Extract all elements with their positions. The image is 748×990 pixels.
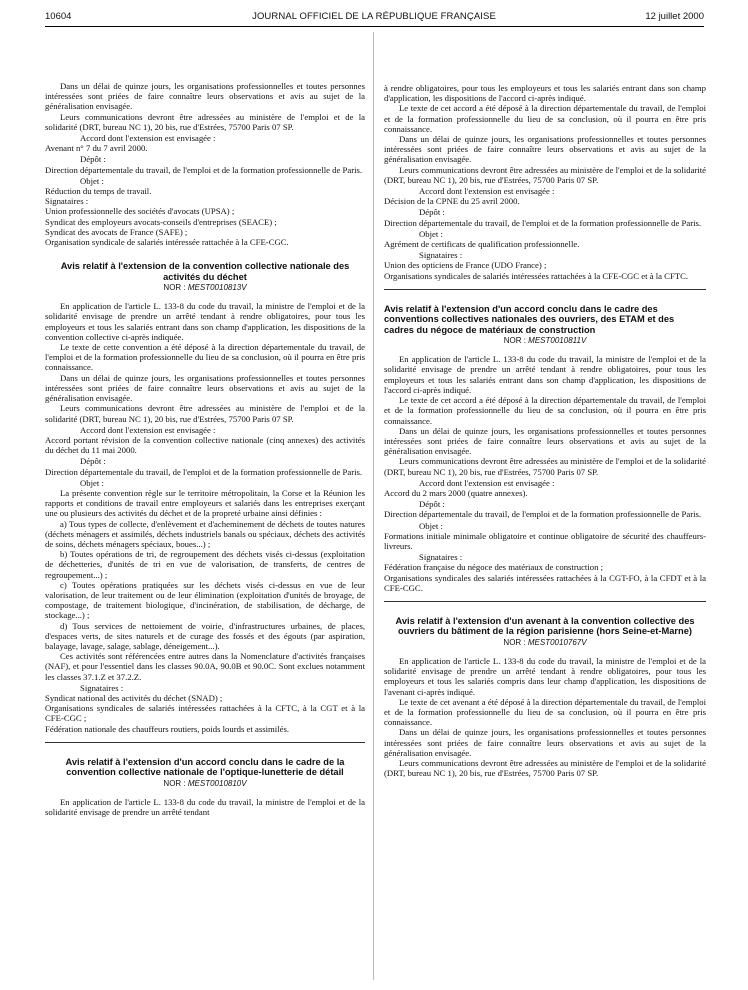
depot-value: Direction départementale du travail, de l'emploi et de la formation professionnelle de Paris. (45, 164, 363, 175)
signataire-item: Syndicat des avocats de France (SAFE) ; (45, 226, 188, 237)
depot-value: Direction départementale du travail, de l'emploi et de la formation professionnelle de Paris. (384, 217, 702, 228)
paragraph: Dans un délai de quinze jours, les organisations professionnelles et toutes personnes intéressées sont priées de faire connaître leurs observations et avis au sujet de la généralisation envisagée. (45, 81, 365, 112)
nor-prefix: NOR : (503, 637, 528, 647)
paragraph: Leurs communications devront être adressées au ministère de l'emploi et de la solidarité (DRT, bureau NC 1), 20 bis, rue d'Estrées, 75700 Paris 07 SP. (45, 403, 365, 424)
paragraph: Leurs communications devront être adressées au ministère de l'emploi et de la solidarité (DRT, bureau NC 1), 20 bis, rue d'Estrées, 75700 Paris 07 SP. (45, 111, 365, 132)
paragraph: Dans un délai de quinze jours, les organisations professionnelles et toutes personnes intéressées sont priées de faire connaître leurs observations et avis au sujet de la généralisation envisagée. (384, 134, 706, 165)
nor-prefix: NOR : (163, 778, 188, 788)
depot-label: Dépôt : (80, 154, 106, 165)
paragraph: En application de l'article L. 133-8 du code du travail, la ministre de l'emploi et de la solidarité envisage de prendre un arrêté tendant à rendre obligatoires, pour tous les employeurs et tous les salariés compris dans leur champ d'application, les dispositions de l'avenant ci-après indiqué. (384, 655, 706, 697)
accord-value: Accord du 2 mars 2000 (quatre annexes). (384, 487, 528, 498)
paragraph: Dans un délai de quinze jours, les organisations professionnelles et toutes personnes intéressées sont priées de faire connaître leurs observations et avis au sujet de la généralisation envisagée. (384, 727, 706, 758)
nor-reference (384, 638, 706, 648)
accord-value: Accord portant révision de la convention collective nationale (cinq annexes) des activités du déchet du 11 mai 2000. (45, 434, 365, 456)
depot-label: Dépôt : (419, 207, 445, 218)
paragraph: En application de l'article L. 133-8 du code du travail, la ministre de l'emploi et de la solidarité envisage de prendre un arrêté tendant (45, 796, 365, 818)
signataires-label: Signataires : (419, 552, 463, 563)
paragraph: b) Toutes opérations de tri, de regroupement des déchets visés ci-dessus (exploitation de déchetteries, d'unités de tri en vue de valorisation, de transferts, de centres de regroupement...) ; (45, 549, 365, 580)
accord-value: Avenant n° 7 du 7 avril 2000. (45, 143, 148, 154)
objet-label: Objet : (419, 520, 443, 531)
page-header (0, 0, 748, 40)
signataires-label: Signataires : (419, 250, 463, 261)
section-title: Avis relatif à l'extension d'un avenant à la convention collective des ouvriers du bâtiment de la région parisienne (hors Seine-et-Marne) (395, 615, 695, 637)
signataire-item: Syndicat national des activités du déchet (SNAD) ; (45, 692, 223, 703)
accord-label: Accord dont l'extension est envisagée : (419, 477, 555, 488)
issue-date: 12 juillet 2000 (645, 11, 704, 22)
nor-reference (45, 283, 365, 293)
right-column (384, 83, 706, 978)
paragraph: En application de l'article L. 133-8 du code du travail, la ministre de l'emploi et de la solidarité envisage de prendre un arrêté tendant à rendre obligatoires, pour tous les employeurs et tous les salariés entrant dans son champ d'application, les dispositions de la convention collective ci-après indiquée. (45, 301, 365, 342)
objet-label: Objet : (80, 477, 104, 488)
paragraph: d) Tous services de nettoiement de voirie, d'infrastructures urbaines, de places, d'espaces verts, de sites naturels et de curage des fossés et des égouts (par aspiration, balayage, lavage, salage, sablage, déneigement...). (45, 620, 365, 651)
paragraph: Leurs communications devront être adressées au ministère de l'emploi et de la solidarité (DRT, bureau NC 1), 20 bis, rue d'Estrées, 75700 Paris 07 SP. (384, 164, 706, 185)
paragraph: a) Tous types de collecte, d'enlèvement et d'acheminement de déchets de toutes natures (déchets ménagers et assimilés, déchets industriels banals ou spéciaux, déchets des activités de soins, déchets ménagers spéciaux, boues...) ; (45, 518, 365, 549)
nor-code: MEST0010767V (527, 637, 587, 647)
paragraph: Le texte de cet accord a été déposé à la direction départementale du travail, de l'emploi et de la formation professionnelle du lieu de sa conclusion, où il pourra en être pris connaissance. (384, 103, 706, 134)
signataire-item: Fédération nationale des chauffeurs routiers, poids lourds et assimilés. (45, 723, 289, 734)
objet-label: Objet : (80, 175, 104, 186)
journal-title: JOURNAL OFFICIEL DE LA RÉPUBLIQUE FRANÇAISE (252, 11, 496, 22)
signataire-item: Union des opticiens de France (UDO France) ; (384, 260, 547, 271)
signataire-item: Organisations syndicales de salariés intéressées rattachées à la CFTC, à la CGT et à la CFE-CGC ; (45, 703, 365, 724)
signataire-item: Fédération française du négoce des matériaux de construction ; (384, 562, 604, 573)
section-title: Avis relatif à l'extension d'un accord conclu dans le cadre de la convention collective nationale de l'optique-lunetterie de détail (65, 756, 345, 778)
paragraph: Le texte de cette convention a été déposé à la direction départementale du travail, de l'emploi et de la formation professionnelle du lieu de sa conclusion, où il pourra en être pris connaissance. (45, 342, 365, 373)
paragraph: La présente convention règle sur le territoire métropolitain, la Corse et la Réunion les rapports et conditions de travail entre employeurs et salariés dans les entreprises exerçant une ou plusieurs des activités du déchet et de la propreté urbaine ainsi définies : (45, 487, 365, 519)
objet-label: Objet : (419, 228, 443, 239)
signataire-item: Syndicat des employeurs avocats-conseils d'entreprises (SEACE) ; (45, 216, 277, 227)
paragraph: c) Toutes opérations pratiquées sur les déchets visés ci-dessus en vue de leur valorisation, de leur traitement ou de leur élimination (exploitation d'unités de broyage, de compostage, de traitement biologique, d'incinération, de stabilisation, de décharge, de stockage...) ; (45, 579, 365, 621)
nor-code: MEST0010811V (528, 336, 587, 346)
depot-value: Direction départementale du travail, de l'emploi et de la formation professionnelle de Paris. (45, 466, 363, 477)
accord-label: Accord dont l'extension est envisagée : (80, 424, 216, 435)
left-column (45, 81, 365, 976)
accord-label: Accord dont l'extension est envisagée : (419, 186, 555, 197)
accord-value: Décision de la CPNE du 25 avril 2000. (384, 196, 520, 207)
nor-code: MEST0010813V (187, 283, 247, 293)
signataires-label: Signataires : (45, 196, 89, 207)
section-separator (384, 601, 706, 602)
page-number: 10604 (45, 11, 72, 22)
signataire-item: Union professionnelle des sociétés d'avocats (UPSA) ; (45, 206, 235, 217)
depot-label: Dépôt : (419, 499, 445, 510)
nor-reference (384, 336, 706, 346)
section-separator (384, 289, 706, 290)
objet-value: Agrément de certificats de qualification professionnelle. (384, 239, 580, 250)
section-title: Avis relatif à l'extension de la convention collective nationale des activités du déchet (60, 261, 350, 282)
paragraph: Le texte de cet avenant a été déposé à la direction départementale du travail, de l'emploi et de la formation professionnelle du lieu de sa conclusion, où il pourra en être pris connaissance. (384, 696, 706, 728)
depot-label: Dépôt : (80, 456, 106, 467)
header-rule (45, 26, 704, 27)
column-divider (373, 32, 374, 980)
paragraph: Dans un délai de quinze jours, les organisations professionnelles et toutes personnes intéressées sont priées de faire connaître leurs observations et avis au sujet de la généralisation envisagée. (45, 372, 365, 404)
nor-code: MEST0010810V (187, 778, 247, 788)
signataire-item: Organisation syndicale de salariés intéressée rattachée à la CFE-CGC. (45, 237, 289, 248)
section-title: Avis relatif à l'extension d'un accord conclu dans le cadre des conventions collectives nationales des ouvriers, des ETAM et des cadres du négoce de matériaux de construction (384, 303, 675, 335)
paragraph: à rendre obligatoires, pour tous les employeurs et tous les salariés entrant dans son champ d'application, les dispositions de l'accord ci-après indiqué. (384, 83, 706, 104)
paragraph: Ces activités sont référencées entre autres dans la Nomenclature d'activités françaises (NAF), et pour l'essentiel dans les classes 90.0A, 90.0B et 90.0C. Sont exclues notamment les classes 37.1.Z et 37.2.Z. (45, 651, 365, 682)
nor-prefix: NOR : (503, 336, 529, 346)
paragraph: Le texte de cet accord a été déposé à la direction départementale du travail, de l'emploi et de la formation professionnelle du lieu de sa conclusion, où il pourra en être pris connaissance. (384, 395, 706, 426)
paragraph: En application de l'article L. 133-8 du code du travail, la ministre de l'emploi et de la solidarité envisage de prendre un arrêté tendant à rendre obligatoires, pour tous les employeurs et tous les salariés entrant dans son champ d'application, les dispositions de l'accord ci-après indiqué. (384, 354, 706, 395)
objet-value: Réduction du temps de travail. (45, 186, 152, 197)
objet-value: Formations initiale minimale obligatoire et continue obligatoire de sécurité des chauffeurs-livreurs. (384, 530, 706, 551)
signataires-label: Signataires : (80, 682, 124, 693)
section-separator (45, 742, 365, 743)
depot-value: Direction départementale du travail, de l'emploi et de la formation professionnelle de Paris. (384, 509, 702, 520)
nor-prefix: NOR : (163, 283, 188, 293)
signataire-item: Organisations syndicales des salariés intéressées rattachées à la CGT-FO, à la CFDT et à la CFE-CGC. (384, 572, 706, 593)
paragraph: Leurs communications devront être adressées au ministère de l'emploi et de la solidarité (DRT, bureau NC 1), 20 bis, rue d'Estrées, 75700 Paris 07 SP. (384, 456, 706, 477)
signataire-item: Organisations syndicales de salariés intéressées rattachées à la CFE-CGC et à la CFTC. (384, 270, 689, 281)
accord-label: Accord dont l'extension est envisagée : (80, 133, 216, 144)
paragraph: Leurs communications devront être adressées au ministère de l'emploi et de la solidarité (DRT, bureau NC 1), 20 bis, rue d'Estrées, 75700 Paris 07 SP. (384, 758, 706, 779)
paragraph: Dans un délai de quinze jours, les organisations professionnelles et toutes personnes intéressées sont priées de faire connaître leurs observations et avis au sujet de la généralisation envisagée. (384, 425, 706, 457)
nor-reference (45, 779, 365, 789)
